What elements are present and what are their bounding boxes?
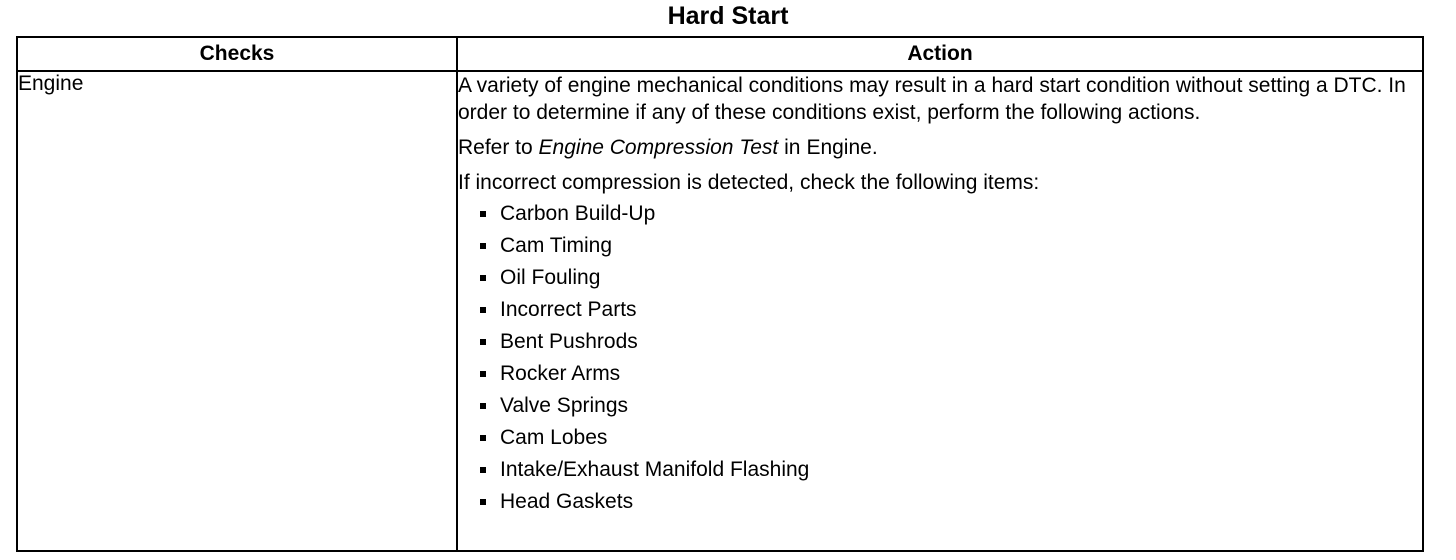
action-intro: A variety of engine mechanical conditions may result in a hard start condition without setting a DTC. In order to determine if any of these conditions exist, perform the following actions. (458, 74, 1406, 124)
bullet-icon (480, 467, 486, 473)
list-item (480, 422, 1422, 454)
list-item-label: Carbon Build-Up (500, 202, 656, 225)
list-item (480, 358, 1422, 390)
list-item-label: Head Gaskets (500, 490, 634, 513)
refer-in: in (784, 136, 801, 159)
bullet-icon (480, 275, 486, 281)
list-item (480, 230, 1422, 262)
list-item (480, 198, 1422, 230)
bullet-icon (480, 243, 486, 249)
refer-period: . (871, 136, 878, 159)
bullet-icon (480, 499, 486, 505)
list-item (480, 326, 1422, 358)
refer-procedure-link[interactable]: Engine Compression Test (538, 136, 779, 159)
bullet-icon (480, 435, 486, 441)
check-cell: Engine (17, 71, 457, 551)
bullet-icon (480, 339, 486, 345)
bullet-icon (480, 403, 486, 409)
refer-prefix: Refer to (458, 136, 533, 159)
list-item-label: Rocker Arms (500, 362, 621, 385)
column-header-action: Action (457, 37, 1423, 71)
list-item (480, 454, 1422, 486)
action-condition: If incorrect compression is detected, check the following items: (458, 171, 1040, 194)
list-item (480, 486, 1422, 518)
table-header-row (17, 37, 1423, 71)
list-item (480, 262, 1422, 294)
bullet-icon (480, 211, 486, 217)
list-item-label: Cam Lobes (500, 426, 608, 449)
page-title: Hard Start (667, 2, 789, 30)
column-header-checks: Checks (17, 37, 457, 71)
list-item-label: Intake/Exhaust Manifold Flashing (500, 458, 810, 481)
list-item-label: Bent Pushrods (500, 330, 638, 353)
bullet-icon (480, 307, 486, 313)
list-item (480, 390, 1422, 422)
list-item-label: Incorrect Parts (500, 298, 637, 321)
list-item (480, 294, 1422, 326)
action-cell (457, 71, 1423, 551)
action-refer (458, 134, 1422, 161)
diagnostic-table (16, 36, 1424, 552)
refer-target-link[interactable]: Engine (806, 136, 872, 159)
list-item-label: Cam Timing (500, 234, 613, 257)
list-item-label: Valve Springs (500, 394, 629, 417)
bullet-icon (480, 371, 486, 377)
check-items-list (458, 198, 1422, 518)
table-row (17, 71, 1423, 551)
list-item-label: Oil Fouling (500, 266, 601, 289)
